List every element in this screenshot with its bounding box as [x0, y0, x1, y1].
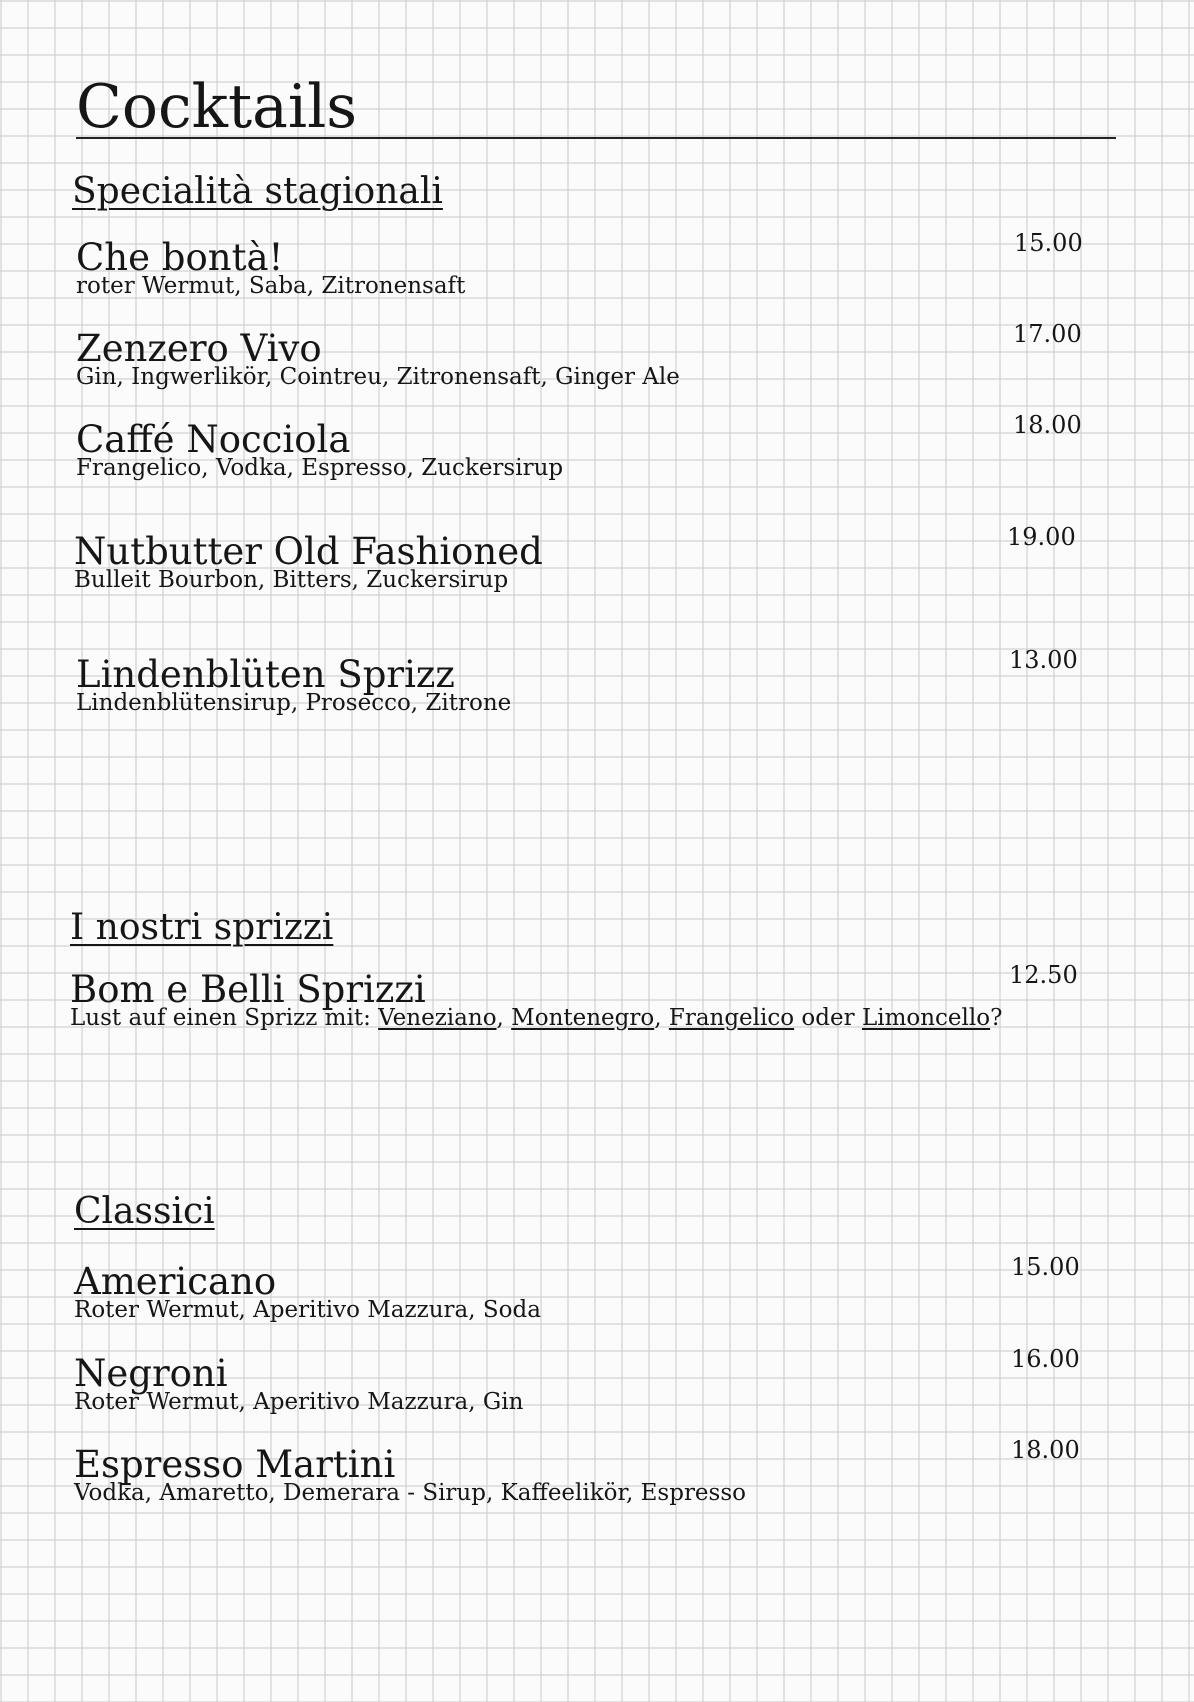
- item-price: 18.00: [1013, 411, 1082, 439]
- item-description: Gin, Ingwerlikör, Cointreu, Zitronensaft, Ginger Ale: [76, 364, 680, 390]
- item-price: 18.00: [1011, 1436, 1080, 1464]
- item-price: 13.00: [1009, 646, 1078, 674]
- separator: ,: [496, 1005, 512, 1031]
- item-price: 17.00: [1013, 320, 1082, 348]
- option-montenegro: Montenegro: [511, 1005, 655, 1031]
- item-description: Roter Wermut, Aperitivo Mazzura, Soda: [74, 1297, 541, 1323]
- menu-item: [0, 1345, 1194, 1422]
- description-prefix: Lust auf einen Sprizz mit:: [70, 1005, 379, 1031]
- menu-item: [0, 411, 1194, 488]
- menu-item: [0, 1436, 1194, 1513]
- section-heading-sprizzi: I nostri sprizzi: [70, 907, 334, 948]
- separator: oder: [794, 1005, 862, 1031]
- item-price: 12.50: [1009, 961, 1078, 989]
- title-underline: [76, 137, 1116, 139]
- page-title: Cocktails: [76, 72, 358, 142]
- item-name: Espresso Martini: [74, 1443, 396, 1486]
- item-price: 16.00: [1011, 1345, 1080, 1373]
- item-price: 19.00: [1007, 523, 1076, 551]
- option-frangelico: Frangelico: [668, 1005, 795, 1031]
- menu-item: [0, 320, 1194, 397]
- menu-item: [0, 229, 1194, 306]
- section-heading-seasonal: Specialità stagionali: [72, 171, 443, 212]
- separator: ,: [654, 1005, 669, 1031]
- item-name: Nutbutter Old Fashioned: [74, 530, 543, 573]
- item-name: Bom e Belli Sprizzi: [70, 968, 426, 1011]
- item-description: Lindenblütensirup, Prosecco, Zitrone: [76, 690, 512, 716]
- item-name: Zenzero Vivo: [76, 327, 322, 370]
- menu-item: [0, 1253, 1194, 1330]
- item-price: 15.00: [1011, 1253, 1080, 1281]
- item-description: Roter Wermut, Aperitivo Mazzura, Gin: [74, 1389, 524, 1415]
- item-name: Che bontà!: [76, 236, 284, 279]
- item-description: Vodka, Amaretto, Demerara - Sirup, Kaffeelikör, Espresso: [74, 1480, 746, 1506]
- item-description: roter Wermut, Saba, Zitronensaft: [76, 273, 466, 299]
- option-veneziano: Veneziano: [378, 1005, 497, 1031]
- item-name: Caffé Nocciola: [76, 418, 351, 461]
- item-name: Lindenblüten Sprizz: [76, 653, 455, 696]
- menu-item: [0, 523, 1194, 600]
- item-price: 15.00: [1014, 229, 1083, 257]
- item-description: [70, 1004, 1002, 1032]
- section-heading-classici: Classici: [74, 1191, 215, 1232]
- menu-item: [0, 646, 1194, 723]
- item-description: Bulleit Bourbon, Bitters, Zuckersirup: [74, 567, 509, 593]
- item-description: Frangelico, Vodka, Espresso, Zuckersirup: [76, 455, 564, 481]
- option-limoncello: Limoncello: [861, 1005, 991, 1031]
- item-name: Negroni: [74, 1352, 228, 1395]
- description-suffix: ?: [990, 1005, 1003, 1031]
- item-name: Americano: [74, 1260, 277, 1303]
- menu-item: [0, 961, 1194, 1038]
